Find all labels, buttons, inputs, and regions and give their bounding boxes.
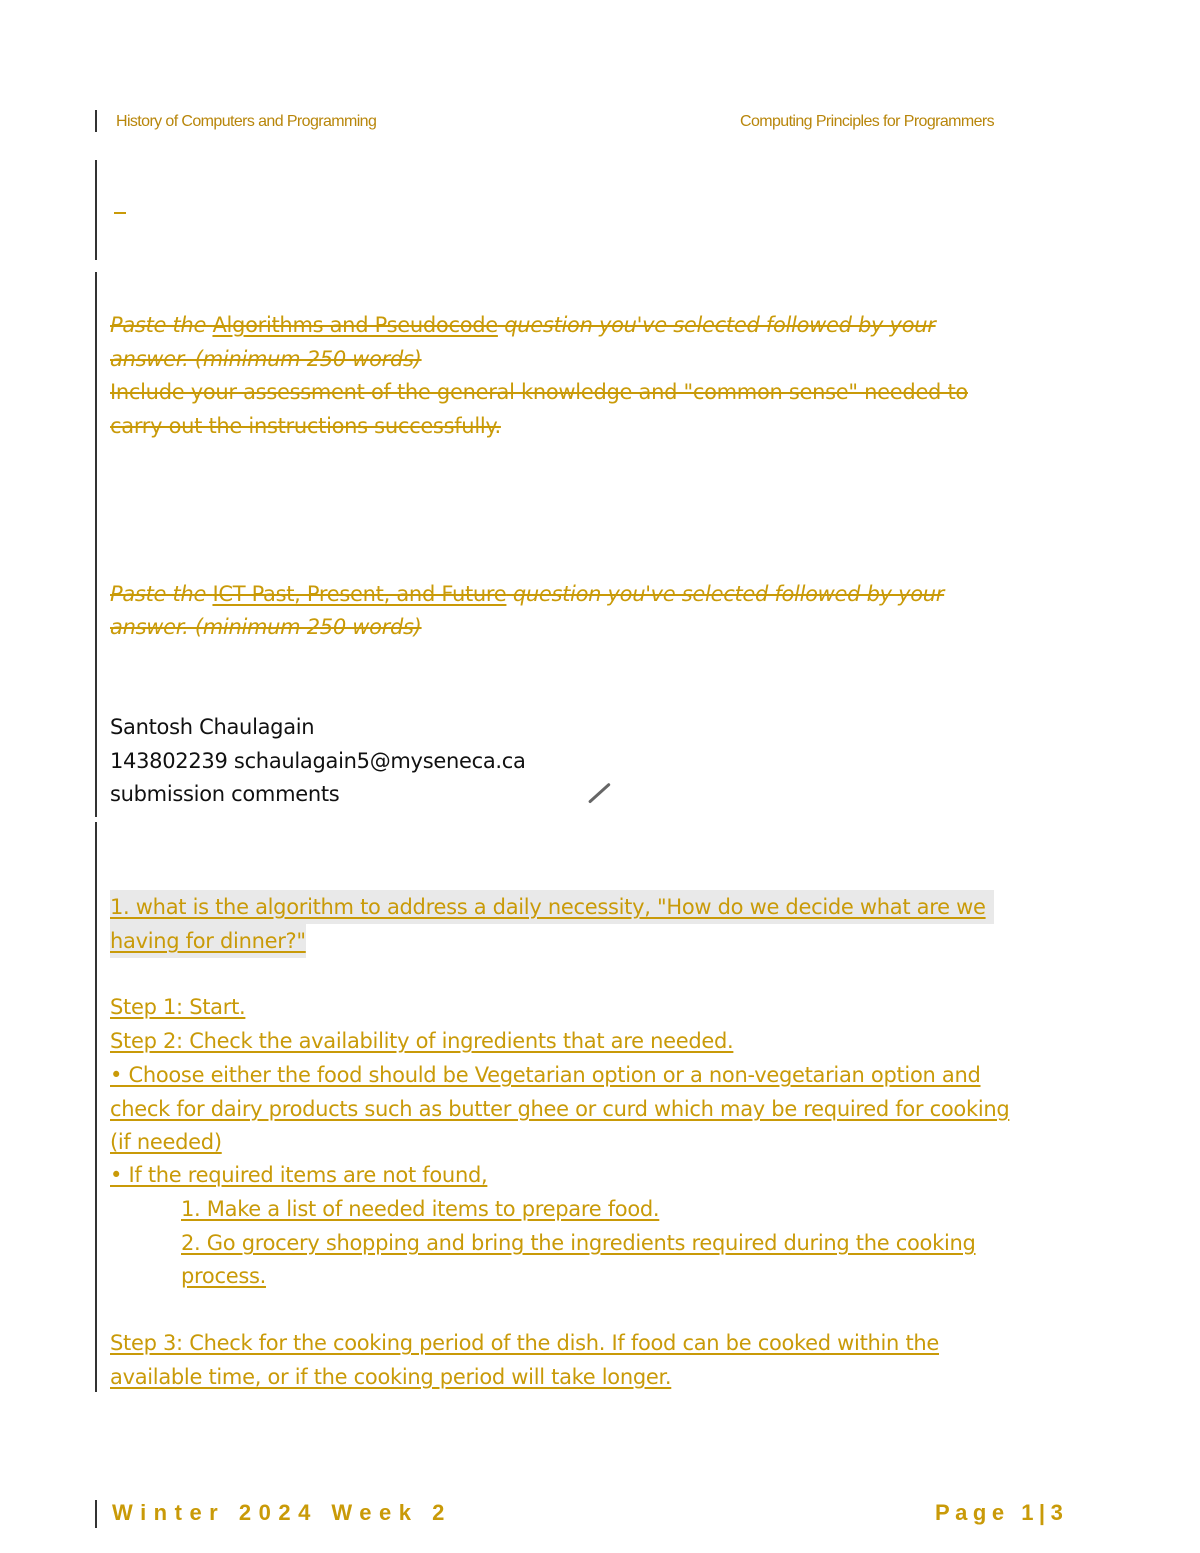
change-bar xyxy=(95,160,97,260)
instruction-text: question you've selected followed by your xyxy=(506,582,945,606)
algorithms-link[interactable]: Algorithms and Pseudocode xyxy=(212,313,498,337)
instruction-q2-line1 xyxy=(110,577,944,611)
pen-icon[interactable] xyxy=(588,783,611,804)
bullet-1-line2: check for dairy products such as butter ghee or curd which may be required for cooking xyxy=(110,1097,1010,1121)
sub-item-1: 1. Make a list of needed items to prepare food. xyxy=(181,1197,660,1221)
instruction-text: question you've selected followed by your xyxy=(497,313,936,337)
instruction-q2-line2: answer. (minimum 250 words) xyxy=(110,615,422,639)
instruction-text: Paste the xyxy=(110,582,213,606)
change-bar xyxy=(95,272,97,817)
step-3-line1: Step 3: Check for the cooking period of the dish. If food can be cooked within the xyxy=(110,1331,940,1355)
bullet-1-line3: (if needed) xyxy=(110,1130,222,1154)
ict-link[interactable]: ICT Past, Present, and Future xyxy=(212,582,507,606)
step-2: Step 2: Check the availability of ingredients that are needed. xyxy=(110,1029,734,1053)
instruction-q1-line1 xyxy=(110,308,936,342)
bullet-1-line1: • Choose either the food should be Vegetarian option or a non-vegetarian option and xyxy=(110,1063,981,1087)
answer-question-line1: 1. what is the algorithm to address a daily necessity, "How do we decide what are we xyxy=(110,890,994,924)
step-3-line2: available time, or if the cooking period will take longer. xyxy=(110,1365,672,1389)
header-right-title: Computing Principles for Programmers xyxy=(740,113,995,130)
change-bar xyxy=(95,110,97,132)
instruction-q1-line4: carry out the instructions successfully. xyxy=(110,414,501,438)
answer-question-line2: having for dinner?" xyxy=(110,924,306,958)
change-bar xyxy=(95,822,97,1392)
student-id-email: 143802239 schaulagain5@myseneca.ca xyxy=(110,749,526,773)
instruction-text: Paste the xyxy=(110,313,213,337)
footer-term-week: Winter 2024 Week 2 xyxy=(112,1500,452,1525)
instruction-q1-line3: Include your assessment of the general knowledge and "common sense" needed to xyxy=(110,380,968,404)
step-1: Step 1: Start. xyxy=(110,995,246,1019)
footer-page-number: Page 1|3 xyxy=(935,1500,1069,1525)
bullet-2: • If the required items are not found, xyxy=(110,1163,488,1187)
sub-item-2-line1: 2. Go grocery shopping and bring the ingredients required during the cooking xyxy=(181,1231,976,1255)
header-left-title: History of Computers and Programming xyxy=(116,113,377,130)
student-name: Santosh Chaulagain xyxy=(110,715,315,739)
instruction-q1-line2: answer. (minimum 250 words) xyxy=(110,347,422,371)
inserted-mark xyxy=(114,212,126,214)
change-bar xyxy=(95,1500,97,1528)
submission-comments: submission comments xyxy=(110,782,340,806)
sub-item-2-line2: process. xyxy=(181,1264,266,1288)
